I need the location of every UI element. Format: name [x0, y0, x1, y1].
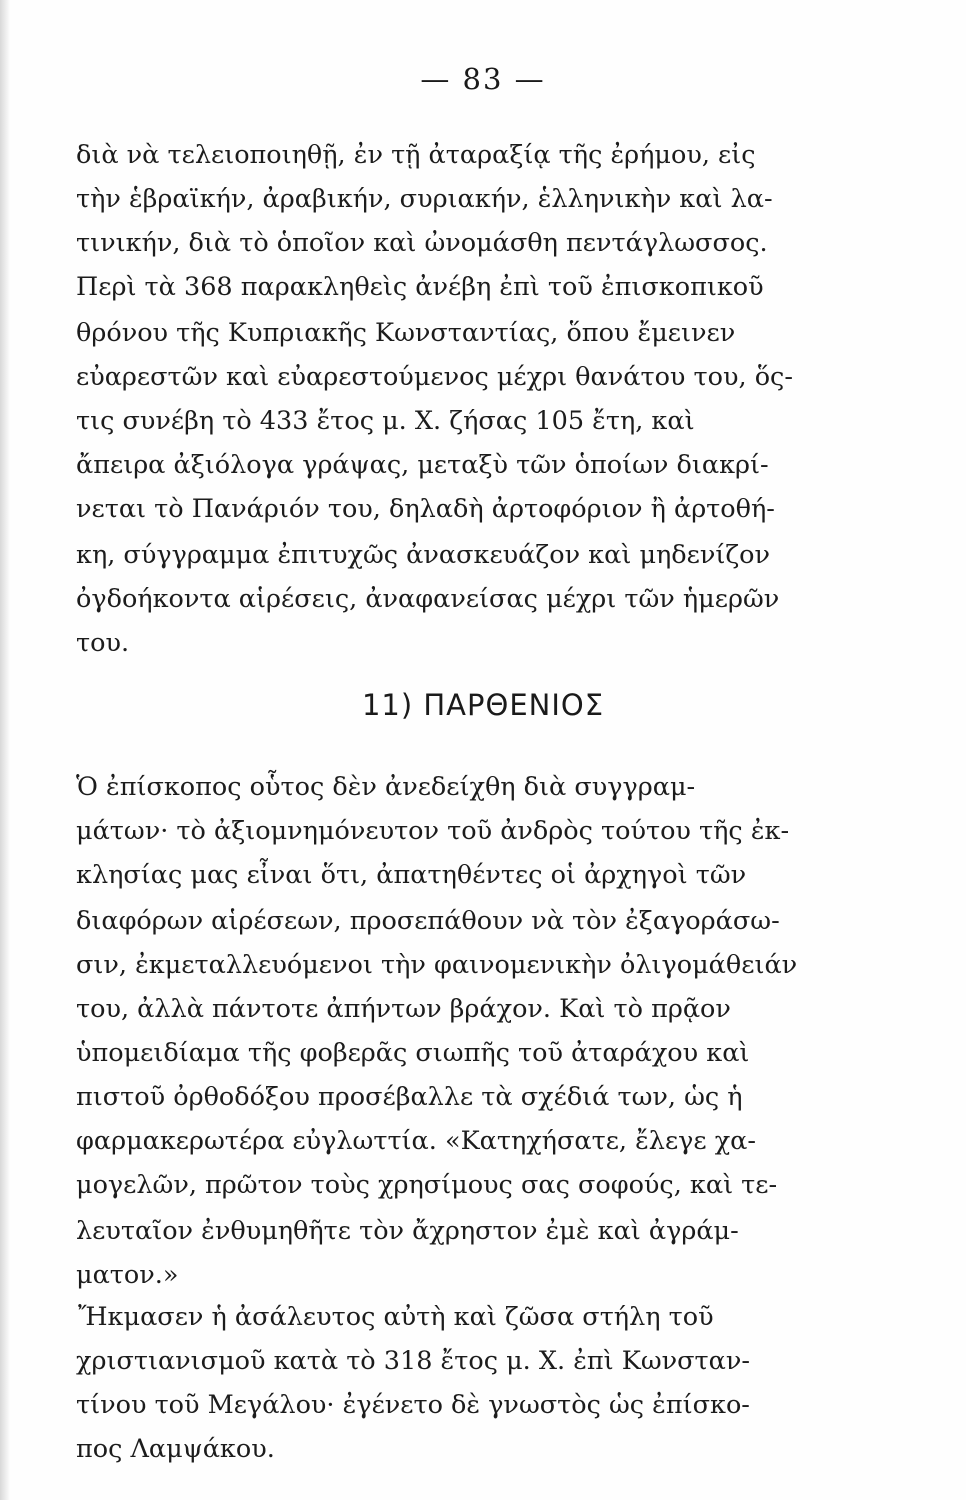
text-line: χριστιανισμοῦ κατὰ τὸ 318 ἔτος μ. Χ. ἐπὶ Κωνσταν- [76, 1346, 750, 1376]
page-number: — 83 — [420, 62, 546, 96]
text-line: Ἤκμασεν ἡ ἀσάλευτος αὐτὴ καὶ ζῶσα στήλη τοῦ [78, 1302, 714, 1332]
text-line: ὑπομειδίαμα τῆς φοβερᾶς σιωπῆς τοῦ ἀταράχου καὶ [76, 1038, 750, 1068]
text-line: μογελῶν, πρῶτον τοὺς χρησίμους σας σοφούς, καὶ τε- [76, 1170, 778, 1200]
text-line: μάτων· τὸ ἀξιομνημόνευτον τοῦ ἀνδρὸς τούτου τῆς ἐκ- [76, 816, 790, 846]
text-line: διαφόρων αἱρέσεων, προσεπάθουν νὰ τὸν ἐξαγοράσω- [76, 906, 780, 936]
text-line: πιστοῦ ὀρθοδόξου προσέβαλλε τὰ σχέδιά των, ὡς ἡ [76, 1082, 743, 1112]
text-line: κλησίας μας εἶναι ὅτι, ἀπατηθέντες οἱ ἀρχηγοὶ τῶν [76, 860, 747, 890]
text-line: Ὁ ἐπίσκοπος οὗτος δὲν ἀνεδείχθη διὰ συγγραμ- [76, 772, 696, 802]
text-line: τὴν ἑβραϊκήν, ἀραβικήν, συριακήν, ἑλληνικὴν καὶ λα- [76, 184, 773, 214]
text-line: ὀγδοήκοντα αἱρέσεις, ἀναφανείσας μέχρι τῶν ἡμερῶν [76, 584, 780, 614]
text-line: σιν, ἐκμεταλλευόμενοι τὴν φαινομενικὴν ὀλιγομάθειάν [76, 950, 798, 980]
text-line: πος Λαμψάκου. [76, 1434, 275, 1464]
text-line: ἄπειρα ἀξιόλογα γράψας, μεταξὺ τῶν ὁποίων διακρί- [76, 450, 769, 480]
page-edge-shadow [0, 0, 10, 1500]
text-line: λευταῖον ἐνθυμηθῆτε τὸν ἄχρηστον ἐμὲ καὶ ἀγράμ- [76, 1216, 739, 1246]
text-line: διὰ νὰ τελειοποιηθῇ, ἐν τῇ ἀταραξίᾳ τῆς ἐρήμου, εἰς [76, 140, 756, 170]
text-line: Περὶ τὰ 368 παρακληθεὶς ἀνέβη ἐπὶ τοῦ ἐπισκοπικοῦ [76, 272, 764, 302]
text-line: του. [76, 628, 130, 658]
section-heading: 11) ΠΑΡΘΕΝΙΟΣ [361, 688, 605, 722]
text-line: θρόνου τῆς Κυπριακῆς Κωνσταντίας, ὅπου ἔμεινεν [76, 318, 736, 348]
text-line: κη, σύγγραμμα ἐπιτυχῶς ἀνασκευάζον καὶ μηδενίζον [76, 540, 771, 570]
text-line: του, ἀλλὰ πάντοτε ἀπήντων βράχον. Καὶ τὸ πρᾷον [76, 994, 731, 1024]
text-line: τινικήν, διὰ τὸ ὁποῖον καὶ ὠνομάσθη πεντάγλωσσος. [76, 228, 768, 258]
text-line: εὐαρεστῶν καὶ εὐαρεστούμενος μέχρι θανάτου του, ὅς- [76, 362, 793, 392]
text-line: τις συνέβη τὸ 433 ἔτος μ. Χ. ζήσας 105 ἔτη, καὶ [76, 406, 695, 436]
text-line: τίνου τοῦ Μεγάλου· ἐγένετο δὲ γνωστὸς ὡς ἐπίσκο- [76, 1390, 750, 1420]
text-line: ματον.» [76, 1260, 179, 1290]
text-line: νεται τὸ Πανάριόν του, δηλαδὴ ἀρτοφόριον ἢ ἀρτοθή- [76, 494, 775, 524]
text-line: φαρμακερωτέρα εὐγλωττία. «Κατηχήσατε, ἔλεγε χα- [76, 1126, 757, 1156]
